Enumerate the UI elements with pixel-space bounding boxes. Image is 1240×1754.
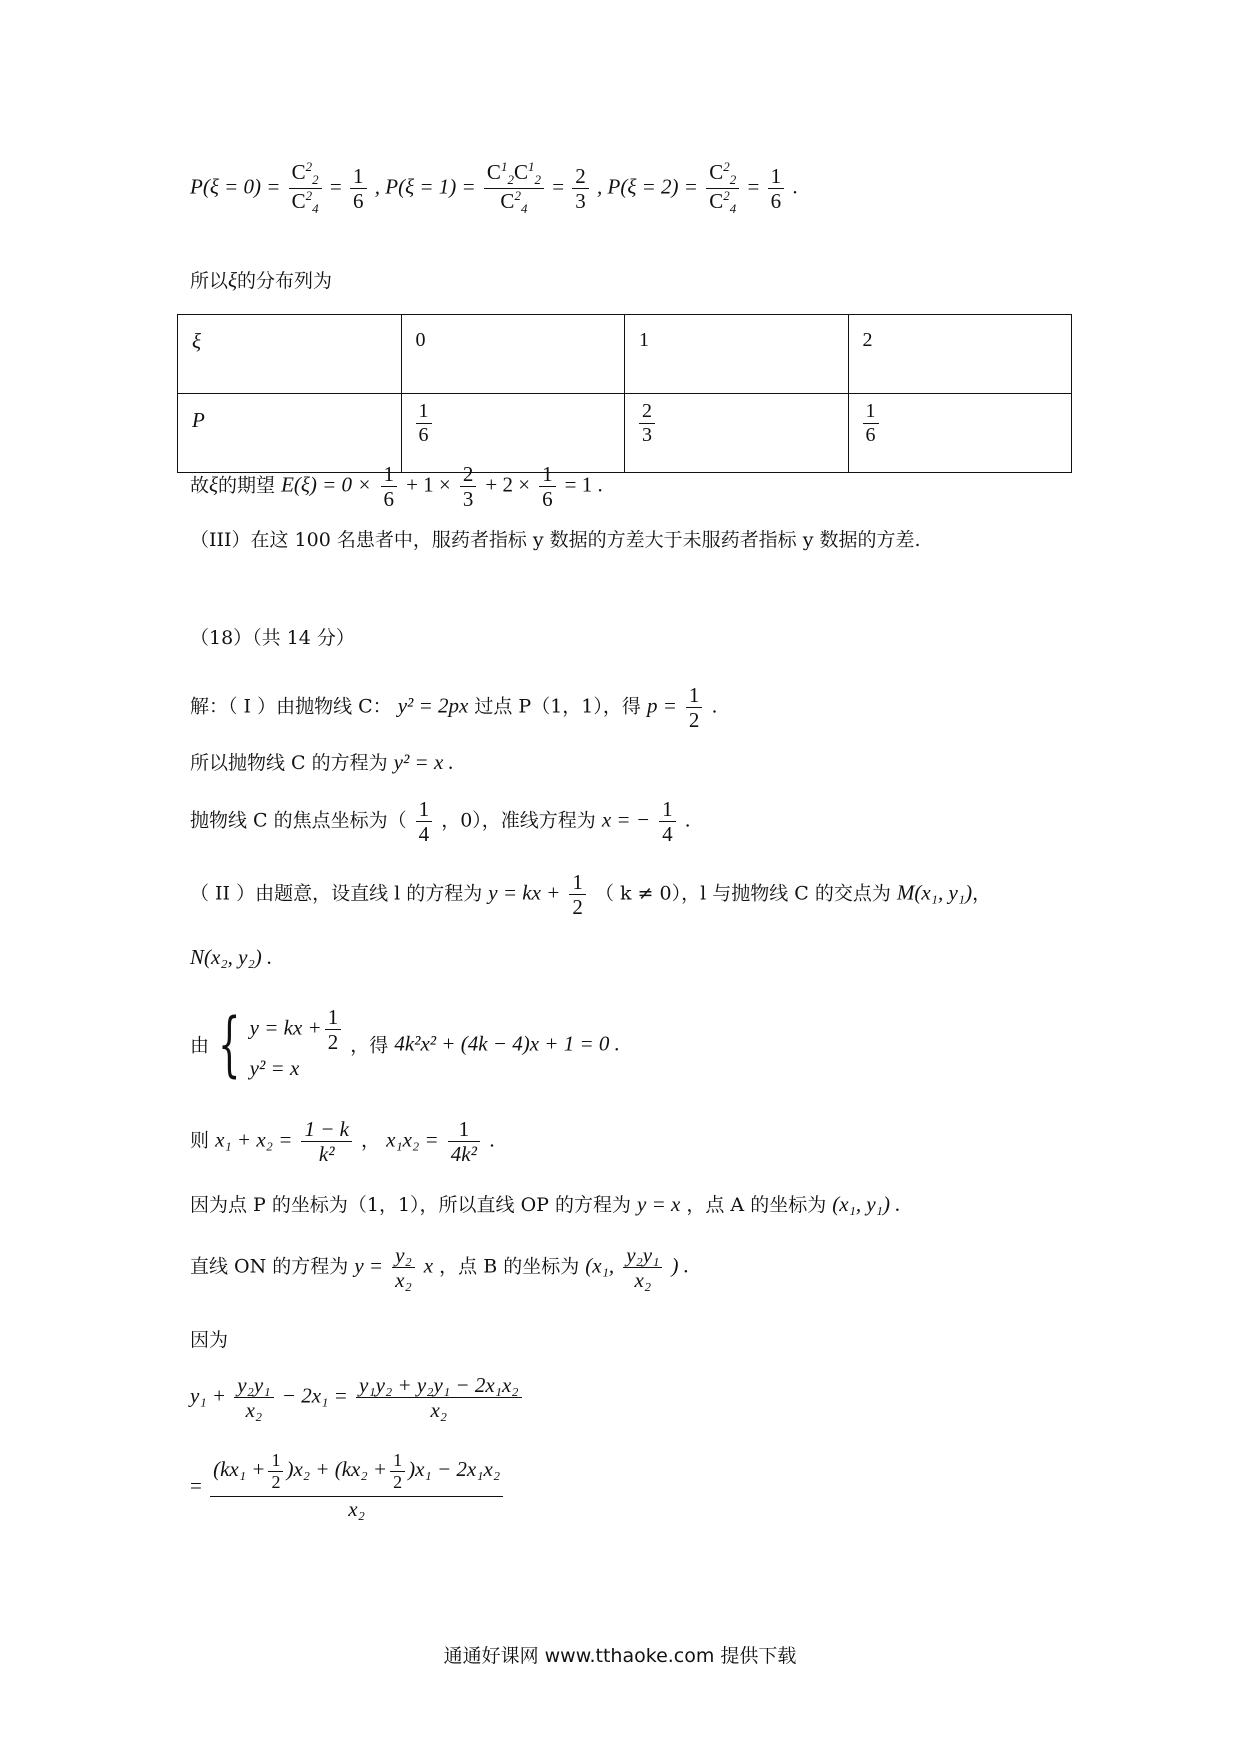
footer-credit: 通通好课网 www.tthaoke.com 提供下载: [443, 1645, 797, 1667]
table-cell: 0: [401, 315, 625, 394]
table-cell: 1: [625, 315, 849, 394]
table-cell: $\frac{1}{6}$: [401, 394, 625, 473]
table-cell: $\frac{1}{6}$: [848, 394, 1072, 473]
question-18-heading: （18）（共 14 分）: [190, 627, 355, 649]
frac-c21c21-c42: $\frac{C^1_2C^1_2}{C^2_4}$: [484, 160, 544, 217]
table-cell: 2: [848, 315, 1072, 394]
frac-1-6: $\frac{1}{6}$: [350, 164, 367, 213]
frac-1-6-b: $\frac{1}{6}$: [768, 164, 785, 213]
table-cell: P: [178, 394, 402, 473]
solution-2: 所以抛物线 C 的方程为 y² = x .: [190, 750, 454, 774]
table-cell: $\frac{2}{3}$: [625, 394, 849, 473]
solution-3: 抛物线 C 的焦点坐标为（ $\frac{1}{4}$ ，0），准线方程为 x = − $\frac{1}{4}$ .: [190, 797, 691, 847]
p-xi-0: P(ξ = 0) =: [190, 174, 281, 199]
p-xi-2: , P(ξ = 2) =: [597, 174, 698, 199]
frac-c22-c42: $\frac{C^2_2}{C^2_4}$: [289, 160, 322, 217]
expectation-line: 故ξ的期望 E(ξ) = 0 × $\frac{1}{6}$ + 1 × $\frac{2}{3}$ + 2 × $\frac{1}{6}$ = 1 .: [190, 462, 603, 512]
part-3-answer: （III）在这 100 名患者中，服药者指标 y 数据的方差大于未服药者指标 y 数据的方差.: [190, 529, 921, 551]
p-xi-1: , P(ξ = 1) =: [374, 174, 476, 199]
part-2: （ II ）由题意，设直线 l 的方程为 y = kx + $\frac{1}{2}$ （ k ≠ 0），l 与抛物线 C 的交点为 M(x₁, y₁)，: [190, 870, 992, 920]
probability-line: P(ξ = 0) = $\frac{C^2_2}{C^2_4}$ = $\frac{1}{6}$ , P(ξ = 1) = $\frac{C^1_2C^1_2}{C^2_4}$ = $\frac{2}{3}$ , P(ξ = 2) = $\frac{C^2_2}{C^2_4}$ = $\frac{1}{6}$ .: [190, 159, 798, 217]
vieta-line: 则 x₁ + x₂ = $\frac{1 - k}{\text{k²}}$ ， x₁x₂ = $\frac{1}{\text{4k²}}$ .: [190, 1117, 495, 1167]
distribution-table: [177, 314, 1072, 473]
equation-system: 由 { y = kx + $\frac{1}{2}$ y² = x ，得 4k²x² + (4k − 4)x + 1 = 0 .: [190, 1002, 620, 1085]
frac-2-3: $\frac{2}{3}$: [572, 164, 589, 213]
table-row: [178, 394, 1072, 473]
line-on: 直线 ON 的方程为 y = $\frac{\text{y₂}}{\text{x₂}}$ x ，点 B 的坐标为 (x₁, $\frac{\text{y₂y₁}}{\text{x₂}}$ ) .: [190, 1243, 689, 1293]
because-label: 因为: [190, 1329, 229, 1351]
solution-1: 解：（ I ）由抛物线 C： y² = 2px 过点 P（1，1），得 p = $\frac{1}{2}$ .: [190, 683, 718, 733]
frac-c22-c42-b: $\frac{C^2_2}{C^2_4}$: [706, 160, 739, 217]
distribution-intro: 所以ξ的分布列为: [190, 268, 333, 292]
table-row: [178, 315, 1072, 394]
point-n: N(x₂, y₂) .: [190, 945, 273, 969]
table-cell: ξ: [178, 315, 402, 394]
calc-line-2: = (kx₁ + $\frac{1}{2}$ )x₂ + (kx₂ + $\frac{1}{2}$ )x₁ − 2x₁x₂ x₂: [190, 1450, 506, 1522]
calc-line-1: y₁ + $\frac{\text{y₂y₁}}{\text{x₂}}$ − 2x₁ = $\frac{\text{y₁y₂ + y₂y₁ − 2x₁x₂}}{\text{x₂}}$: [190, 1373, 525, 1422]
line-op: 因为点 P 的坐标为（1，1），所以直线 OP 的方程为 y = x ，点 A 的坐标为 (x₁, y₁) .: [190, 1192, 901, 1216]
